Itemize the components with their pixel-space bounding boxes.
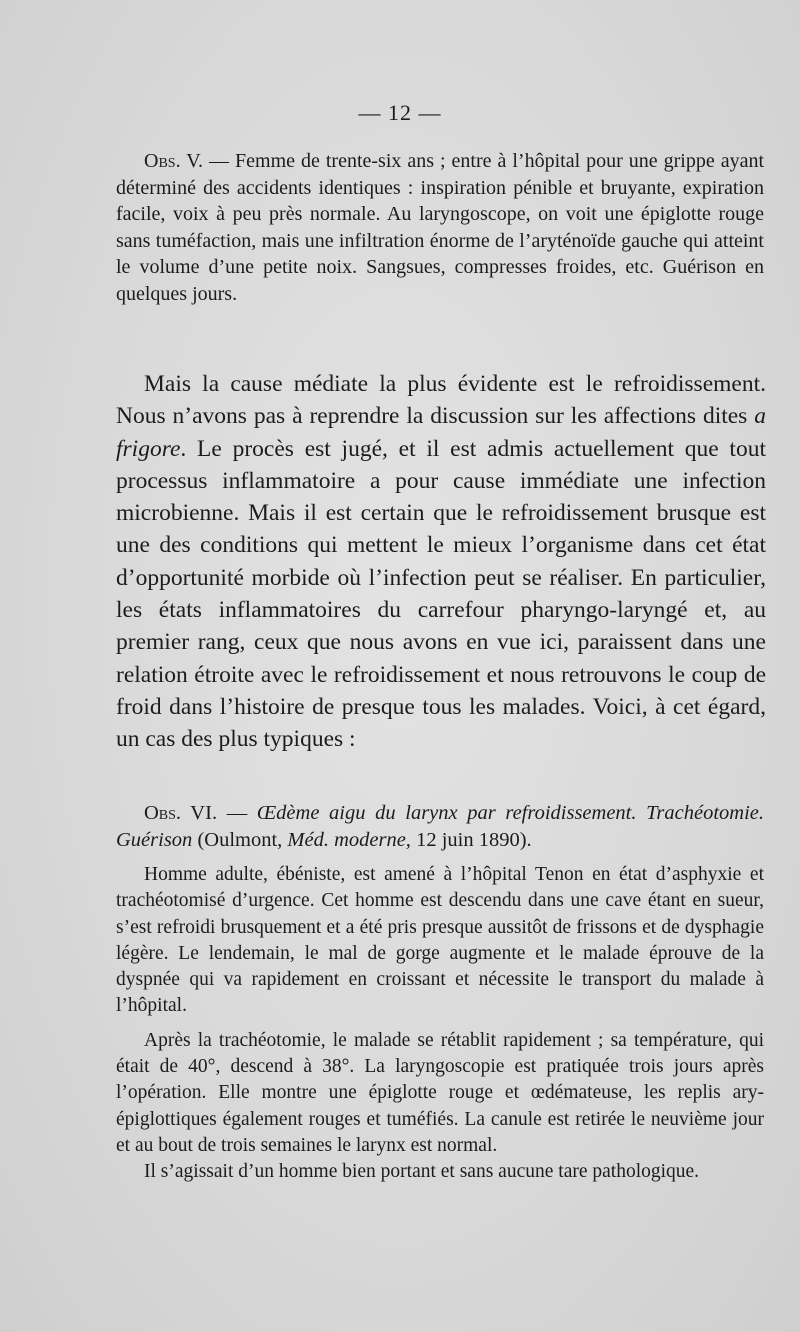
observation-6-title: Œdème aigu du larynx par refroidissement. Trachéotomie. Guérison bbox=[116, 802, 764, 851]
main-text-part2: . Le procès est jugé, et il est admis actuellement que tout processus inflammatoire a pour cause immédiate une infection microbienne. Mais il est certain que le refroidissement brusque est une des conditions qui mettent le mieux l’organisme dans cet état d’opportunité morbide où l’infection peut se réaliser. En particulier, les états inflammatoires du carrefour pharyngo-laryngé et, au premier rang, ceux que nous avons en vue ici, paraissent dans une relation étroite avec le refroidissement et nous retrouvons le coup de froid dans l’histoire de presque tous les malades. Voici, à cet égard, un cas des plus typiques : bbox=[116, 435, 766, 753]
observation-6-paragraph-1: Homme adulte, ébéniste, est amené à l’hôpital Tenon en état d’asphyxie et trachéotomisé d’urgence. Cet homme est descendu dans une cave étant en sueur, s’est refroidi brusquement et a été pris presque aussitôt de frissons et de dysphagie légère. Le lendemain, le mal de gorge augmente et le malade éprouve de la dyspnée qui va rapidement en croissant et nécessite le transport du malade à l’hôpital. bbox=[116, 864, 764, 1017]
observation-6-ref-journal: Méd. moderne, bbox=[287, 828, 411, 851]
page-number: — 12 — bbox=[358, 100, 442, 125]
observation-5-label: Obs. V. bbox=[144, 150, 204, 172]
observation-6-ref-close: 12 juin 1890). bbox=[410, 828, 532, 851]
main-paragraph bbox=[116, 368, 766, 756]
observation-6-ref-open: (Oulmont, bbox=[192, 828, 288, 851]
observation-5-dash: — bbox=[203, 150, 236, 172]
observation-5 bbox=[116, 148, 764, 307]
observation-5-paragraph bbox=[116, 148, 764, 307]
observation-6-paragraph-2: Après la trachéotomie, le malade se rétablit rapidement ; sa température, qui était de 40°, descend à 38°. La laryngoscopie est pratiquée trois jours après l’opération. Elle montre une épiglotte rouge et œdémateuse, les replis ary-épiglottiques également rouges et tuméfiés. La canule est retirée le neuvième jour et au bout de trois semaines le larynx est normal. bbox=[116, 1029, 764, 1156]
observation-6-dash: — bbox=[217, 802, 257, 824]
observation-6-heading bbox=[116, 800, 764, 853]
main-text-italic: a frigore bbox=[116, 403, 766, 462]
observation-6-body bbox=[116, 862, 764, 1186]
main-text-part1: Mais la cause médiate la plus évidente est le refroidissement. Nous n’avons pas à reprendre la discussion sur les affections dites bbox=[116, 371, 766, 430]
observation-6-label: Obs. VI. bbox=[144, 802, 218, 824]
observation-5-text: Femme de trente-six ans ; entre à l’hôpital pour une grippe ayant déterminé des accidents identiques : inspiration pénible et bruyante, expiration facile, voix à peu près normale. Au laryngoscope, on voit une épiglotte rouge sans tuméfaction, mais une infiltration énorme de l’aryténoïde gauche qui atteint le volume d’une petite noix. Sangsues, compresses froides, etc. Guérison en quelques jours. bbox=[116, 150, 764, 305]
observation-6-paragraph-3: Il s’agissait d’un homme bien portant et sans aucune tare pathologique. bbox=[144, 1161, 700, 1183]
